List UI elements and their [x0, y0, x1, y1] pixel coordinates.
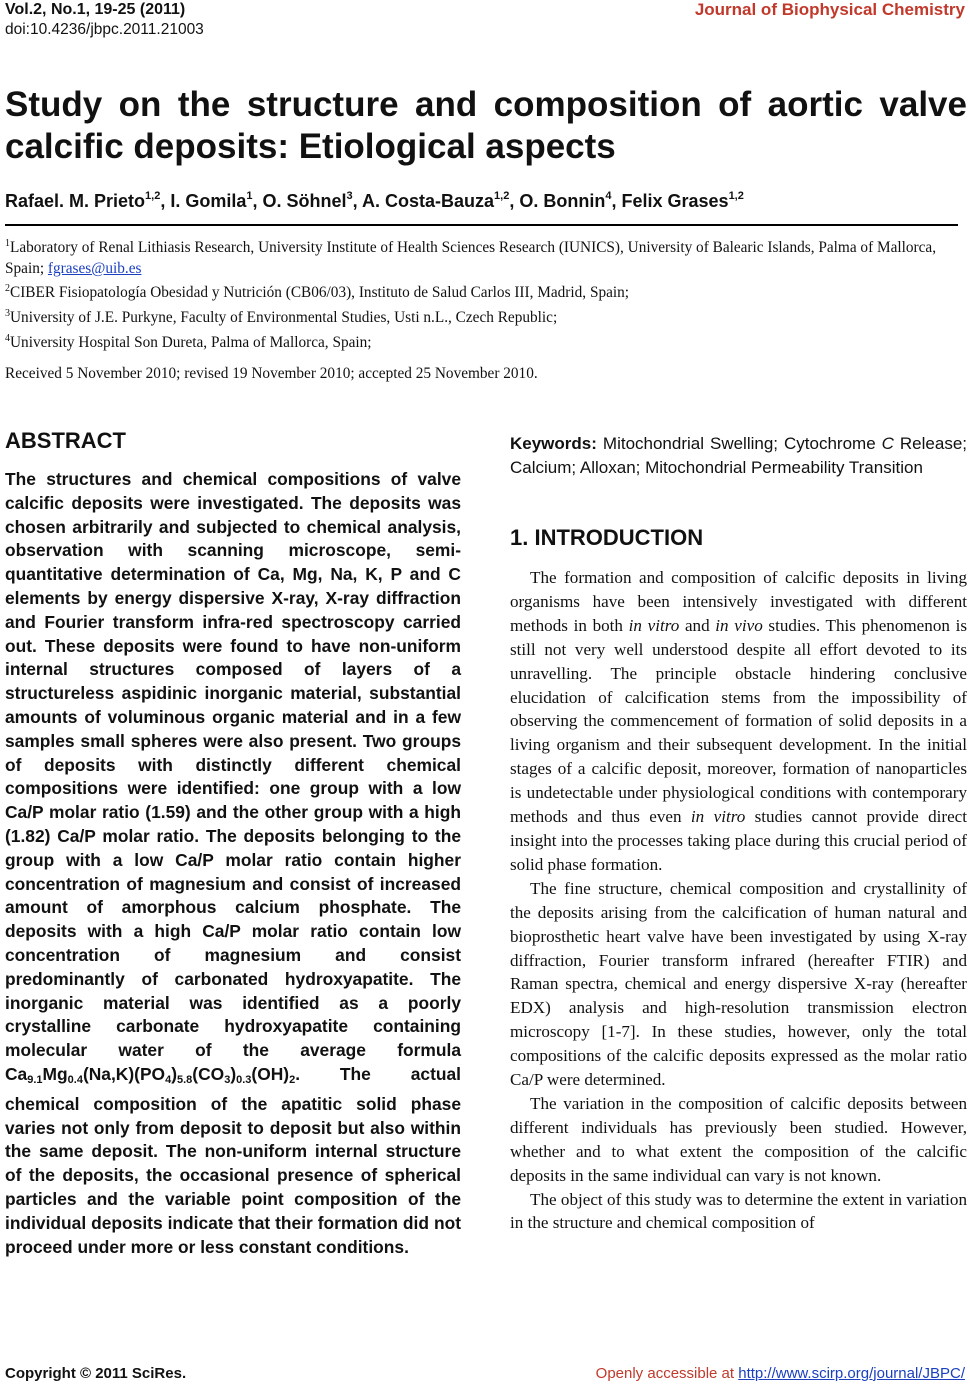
paragraph: The formation and composition of calcific deposits in living organisms have been intensively investigated with different methods in both in vitro and in vivo studies. This phenomenon is still not very well understood despite all effort devoted to its unravelling. The principle obstacle hindering conclusive elucidation of calcification stems from the impossibility of observing the commencement of formation of solid deposits in a living organism and their subsequent development. In the initial stages of a calcific deposit, moreover, formation of nanoparticles is undetectable under physiological conditions with contemporary methods and thus even in vitro studies cannot provide direct insight into the processes taking place during this crucial period of solid phase formation. [510, 568, 967, 874]
author-affiliation: 1,2 [494, 190, 510, 202]
author-affiliation: 1,2 [728, 190, 744, 202]
received-dates: Received 5 November 2010; revised 19 November 2010; accepted 25 November 2010. [5, 365, 538, 382]
email-link[interactable]: fgrases@uib.es [47, 259, 142, 277]
affiliation-3: $^3$University of J.E. Purkyne, Faculty of Environmental Studies, Usti n.L., Czech Republic; [5, 308, 558, 327]
chemical-formula: $Ca_{9.1}Mg_{0.4}(Na,K)(PO_4)_{5.8}(CO_3)_{0.3}(OH)_2$ [5, 1063, 296, 1086]
copyright: Copyright © 2011 SciRes. [5, 1365, 187, 1382]
affiliation-1: $^1$Laboratory of Renal Lithiasis Research, University Institute of Health Sciences Research (IUNICS), University of Balearic Islands, Palma of Mallorca, Spain; fgrases@uib.es [5, 238, 937, 277]
affiliation-2: $^2$CIBER Fisiopatología Obesidad y Nutrición (CB06/03), Instituto de Salud Carlos III, Madrid, Spain; [5, 283, 630, 302]
doi: doi:10.4236/jbpc.2011.21003 [5, 21, 204, 38]
keywords: Keywords: Mitochondrial Swelling; Cytochrome C Release; Calcium; Alloxan; Mitochondrial Permeability Transition [510, 434, 967, 477]
author-affiliation: 3 [346, 190, 353, 202]
paragraph: The fine structure, chemical composition and crystallinity of the deposits arising from the calcification of human natural and bioprosthetic heart valve have been investigated by using X-ray diffraction, Fourier transform infrared (hereafter FTIR) and Raman spectra, chemical and energy dispersive X-ray (hereafter EDX) analysis and high-resolution transmission electron microscopy [1-7]. In these studies, however, only the total compositions of the calcific deposits expressed as the molar ratio Ca/P were determined. [510, 878, 967, 1090]
header-meta [5, 0, 204, 40]
author-affiliation: 1,2 [145, 190, 161, 202]
paragraph: The variation in the composition of calcific deposits between different individuals has previously been studied. However, whether and to what extent the composition of the calcific deposits in the same individual can vary is not known. [510, 1093, 967, 1185]
journal-name: Journal of Biophysical Chemistry [694, 0, 965, 19]
author-name: I. Gomila [170, 191, 247, 211]
affiliation-4: $^4$University Hospital Son Dureta, Palma of Mallorca, Spain; [5, 332, 372, 351]
volume-info: Vol.2, No.1, 19-25 (2011) [5, 1, 186, 18]
author-affiliation: 1 [246, 190, 253, 202]
author-name: A. Costa-Bauza [362, 191, 495, 211]
section-heading: 1. INTRODUCTION [510, 525, 704, 550]
access-note: Openly accessible at http://www.scirp.org/journal/JBPC/ [595, 1365, 965, 1382]
abstract-heading: ABSTRACT [5, 428, 126, 453]
journal-url-link[interactable]: http://www.scirp.org/journal/JBPC/ [738, 1365, 965, 1382]
abstract-text: The structures and chemical compositions of valve calcific deposits were investigated. The deposits was chosen arbitrarily and subjected to chemical analysis, observation with scanning microscope, semi-quantitative determination of Ca, Mg, Na, K, P and C elements by energy dispersive X-ray, X-ray diffraction and Fourier transform infra-red spectroscopy carried out. These deposits were found to have non-uniform internal structures composed of layers of a structureless aspidinic inorganic material, substantial amounts of voluminous organic material and in a few samples small spheres were also present. Two groups of deposits with distinctly different chemical compositions were identified: one group with a low Ca/P molar ratio (1.59) and the other group with a high (1.82) Ca/P molar ratio. The deposits belonging to the group with a low Ca/P molar ratio contain higher concentration of magnesium and consist of increased amount of amorphous calcium phosphate. The deposits with a high Ca/P molar ratio contain low concentration of magnesium and consist predominantly of carbonated hydroxyapatite. The inorganic material was identified as a poorly crystalline carbonate hydroxyapatite containing molecular water of the average formula $Ca_{9.1}Mg_{0.4}(Na,K)(PO_4)_{5.8}(CO_3)_{0.3}(OH)_2$. The actual chemical composition of the apatitic solid phase varies not only from deposit to deposit but also within the same deposit. The non-uniform internal structure of the deposits, the occasional presence of spherical particles and the variable point composition of the individual deposits indicate that their formation did not proceed under more or less constant conditions. [5, 469, 461, 1257]
author-name: Rafael. M. Prieto [5, 191, 146, 211]
paragraph: The object of this study was to determine the extent in variation in the structure and chemical composition of [510, 1189, 967, 1233]
introduction-text [510, 566, 967, 1235]
author-list: Rafael. M. Prieto$^{1,2}$, I. Gomila$^1$, O. Söhnel$^3$, A. Costa-Bauza$^{1,2}$, O. Bonnin$^4$, Felix Grases$^{1,2}$ [5, 190, 744, 211]
header-divider [5, 224, 958, 226]
paper-title: Study on the structure and composition of aortic valve calcific deposits: Etiological aspects [5, 85, 967, 166]
author-name: O. Bonnin [519, 191, 606, 211]
affiliations [5, 234, 970, 354]
author-affiliation: 4 [605, 190, 612, 202]
keywords-label: Keywords: [510, 434, 597, 453]
author-name: O. Söhnel [262, 191, 347, 211]
author-name: Felix Grases [621, 191, 729, 211]
